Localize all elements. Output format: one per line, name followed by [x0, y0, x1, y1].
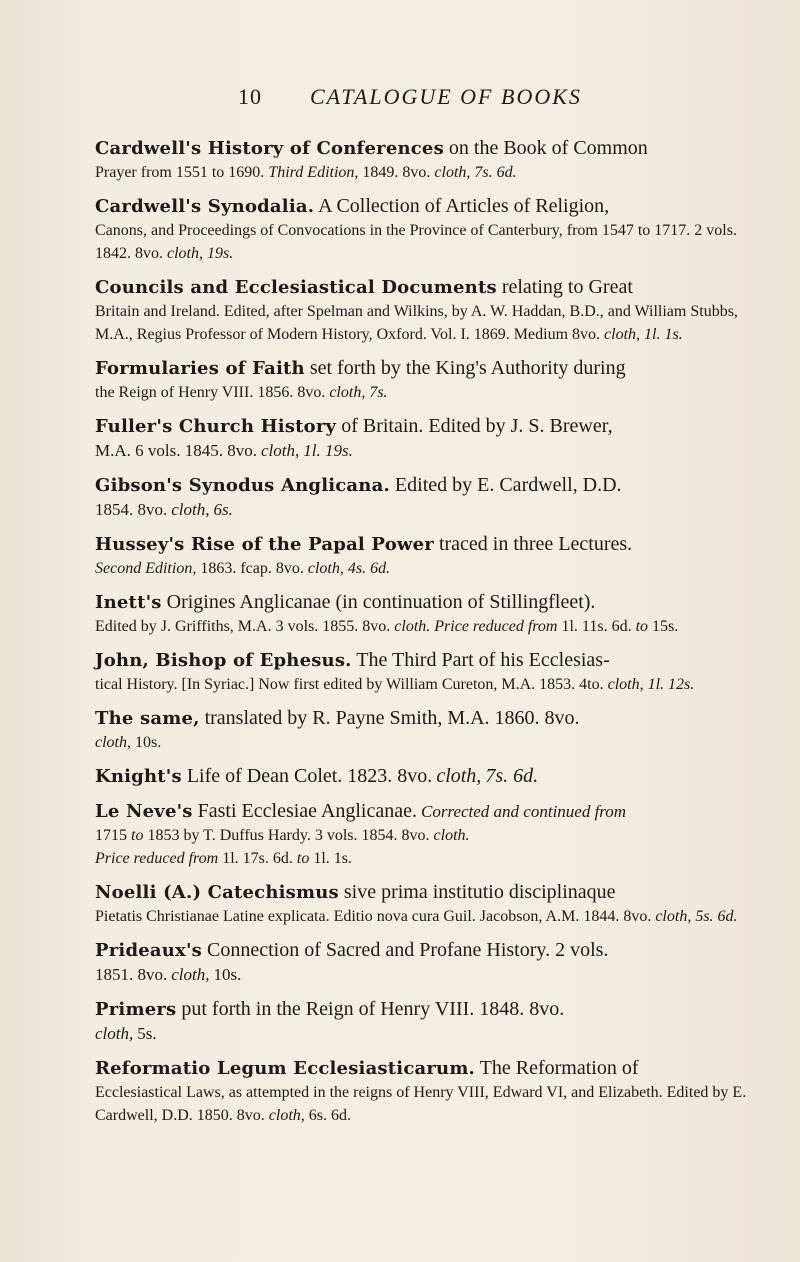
entry-title-rest: traced in three Lectures.	[433, 533, 633, 555]
entry-title-rest: set forth by the King's Authority during	[304, 357, 626, 379]
entry-details: Canons, and Proceedings of Convocations in the Province of Canterbury, from 1547 to 1717. 2 vols. 1842. 8vo.	[95, 222, 737, 262]
entry-price: 6s.	[213, 500, 233, 519]
entry-lead: Councils and Ecclesiastical Documents	[95, 277, 497, 298]
entry-binding: cloth.	[433, 827, 470, 844]
catalogue-entry	[95, 707, 751, 754]
catalogue-entry	[95, 649, 751, 696]
catalogue-entry	[95, 415, 751, 463]
entry-title-rest: Life of Dean Colet. 1823. 8vo.	[181, 765, 433, 787]
entry-lead: The same,	[95, 708, 200, 729]
entry-details: Britain and Ireland. Edited, after Spelman and Wilkins, by A. W. Haddan, B.D., and William Stubbs, M.A., Regius Professor of Modern History, Oxford. Vol. I. 1869. Medium 8vo.	[95, 303, 738, 343]
entry-binding: cloth,	[95, 1024, 134, 1043]
entry-binding: cloth,	[655, 908, 692, 925]
entry-price: 1l. 1s.	[644, 326, 683, 343]
entry-price: 5s. 6d.	[695, 908, 738, 925]
catalogue-entries	[95, 137, 751, 1138]
entry-binding: cloth,	[436, 765, 482, 787]
running-title: CATALOGUE OF BOOKS	[310, 84, 582, 109]
entry-binding: cloth,	[171, 500, 210, 519]
catalogue-entry	[95, 765, 751, 789]
entry-title-rest: Fasti Ecclesiae Anglicanae.	[192, 800, 417, 822]
entry-lead: Knight's	[95, 766, 182, 787]
entry-lead: Noelli (A.) Catechismus	[95, 882, 339, 903]
entry-to-word: to	[131, 827, 144, 844]
entry-price: 1l. 12s.	[647, 676, 695, 693]
entry-lead: Inett's	[95, 592, 162, 613]
entry-binding: cloth,	[434, 164, 471, 181]
entry-price: 10s.	[213, 965, 242, 984]
entry-details-tail: 1849. 8vo.	[362, 164, 431, 181]
entry-title-rest: Connection of Sacred and Profane History. 2 vols.	[202, 939, 609, 961]
catalogue-entry	[95, 881, 751, 928]
entry-title-rest: The Reformation of	[475, 1057, 639, 1079]
entry-lead: Prideaux's	[95, 940, 203, 961]
entry-lead: John, Bishop of Ephesus.	[95, 650, 352, 671]
entry-title-rest: translated by R. Payne Smith, M.A. 1860. 8vo.	[199, 707, 580, 729]
entry-details: Pietatis Christianae Latine explicata. Editio nova cura Guil. Jacobson, A.M. 1844. 8vo.	[95, 908, 652, 925]
entry-price: 7s. 6d.	[485, 765, 539, 787]
catalogue-entry	[95, 276, 751, 346]
entry-details: 1851. 8vo.	[95, 965, 168, 984]
entry-details: tical History. [In Syriac.] Now first edited by William Cureton, M.A. 1853. 4to.	[95, 676, 604, 693]
catalogue-entry	[95, 800, 751, 870]
catalogue-entry	[95, 195, 751, 265]
entry-lead: Gibson's Synodus Anglicana.	[95, 475, 390, 496]
entry-title-rest: of Britain. Edited by J. S. Brewer,	[336, 415, 613, 437]
entry-title-rest: sive prima institutio disciplinaque	[338, 881, 616, 903]
entry-title-rest: put forth in the Reign of Henry VIII. 1848. 8vo.	[176, 998, 565, 1020]
entry-price-to: to	[635, 618, 649, 635]
catalogue-entry	[95, 591, 751, 638]
catalogue-entry	[95, 1057, 751, 1127]
entry-lead: Fuller's Church History	[95, 416, 337, 437]
entry-details: Ecclesiastical Laws, as attempted in the reigns of Henry VIII, Edward VI, and Elizabeth. Edited by E. Cardwell, D.D. 1850. 8vo.	[95, 1084, 747, 1124]
entry-title-rest: A Collection of Articles of Religion,	[314, 195, 610, 217]
entry-lead: Formularies of Faith	[95, 358, 305, 379]
entry-details: M.A. 6 vols. 1845. 8vo.	[95, 441, 257, 460]
entry-price: 1l. 19s.	[303, 441, 353, 460]
catalogue-entry	[95, 357, 751, 404]
entry-binding: cloth,	[260, 441, 300, 460]
entry-lead: Primers	[95, 999, 177, 1020]
entry-price-note: Price reduced from	[95, 850, 219, 867]
entry-price: 7s.	[369, 384, 388, 401]
entry-price-note: Price reduced from	[434, 618, 558, 635]
entry-details-a: 1715	[95, 827, 127, 844]
entry-title-rest: relating to Great	[496, 276, 633, 298]
entry-details: Prayer from 1551 to 1690.	[95, 164, 265, 181]
entry-price: 6s. 6d.	[308, 1107, 351, 1124]
entry-binding: cloth,	[607, 676, 644, 693]
entry-price-old: 1l. 17s. 6d.	[222, 850, 293, 867]
entry-lead: Reformatio Legum Ecclesiasticarum.	[95, 1058, 476, 1079]
entry-lead: Hussey's Rise of the Papal Power	[95, 534, 434, 555]
entry-lead: Cardwell's Synodalia.	[95, 196, 315, 217]
entry-edition: Second Edition,	[95, 560, 197, 577]
entry-price-new: 15s.	[652, 618, 679, 635]
catalogue-entry	[95, 939, 751, 987]
entry-binding: cloth,	[604, 326, 641, 343]
entry-price: 4s. 6d.	[347, 560, 391, 577]
entry-edition: Corrected and continued from	[421, 802, 627, 821]
page-header	[0, 84, 800, 120]
entry-price: 10s.	[135, 734, 162, 751]
entry-price: 5s.	[137, 1024, 157, 1043]
catalogue-entry	[95, 474, 751, 522]
catalogue-entry	[95, 998, 751, 1046]
entry-details: 1854. 8vo.	[95, 500, 168, 519]
entry-title-rest: on the Book of Common	[443, 137, 648, 159]
entry-binding: cloth,	[95, 734, 131, 751]
entry-title-rest: Origines Anglicanae (in continuation of Stillingfleet).	[161, 591, 596, 613]
entry-price-to: to	[296, 850, 310, 867]
entry-lead: Le Neve's	[95, 801, 193, 822]
entry-details: 1863. fcap. 8vo.	[200, 560, 304, 577]
entry-binding: cloth,	[171, 965, 210, 984]
entry-binding: cloth,	[167, 245, 203, 262]
catalogue-entry	[95, 137, 751, 184]
entry-price-new: 1l. 1s.	[313, 850, 353, 867]
entry-title-rest: The Third Part of his Ecclesias-	[351, 649, 610, 671]
entry-price: 7s. 6d.	[474, 164, 517, 181]
entry-title-rest: Edited by E. Cardwell, D.D.	[389, 474, 622, 496]
entry-details-b: 1853 by T. Duffus Hardy. 3 vols. 1854. 8vo.	[147, 827, 430, 844]
entry-edition: Third Edition,	[268, 164, 359, 181]
entry-binding: cloth.	[394, 618, 431, 635]
entry-details: the Reign of Henry VIII. 1856. 8vo.	[95, 384, 326, 401]
entry-price-old: 1l. 11s. 6d.	[561, 618, 632, 635]
catalogue-entry	[95, 533, 751, 580]
entry-price: 19s.	[207, 245, 234, 262]
entry-binding: cloth,	[268, 1107, 305, 1124]
entry-binding: cloth,	[307, 560, 344, 577]
page-number: 10	[238, 84, 262, 109]
entry-lead: Cardwell's History of Conferences	[95, 138, 444, 159]
entry-details: Edited by J. Griffiths, M.A. 3 vols. 1855. 8vo.	[95, 618, 391, 635]
entry-binding: cloth,	[329, 384, 366, 401]
